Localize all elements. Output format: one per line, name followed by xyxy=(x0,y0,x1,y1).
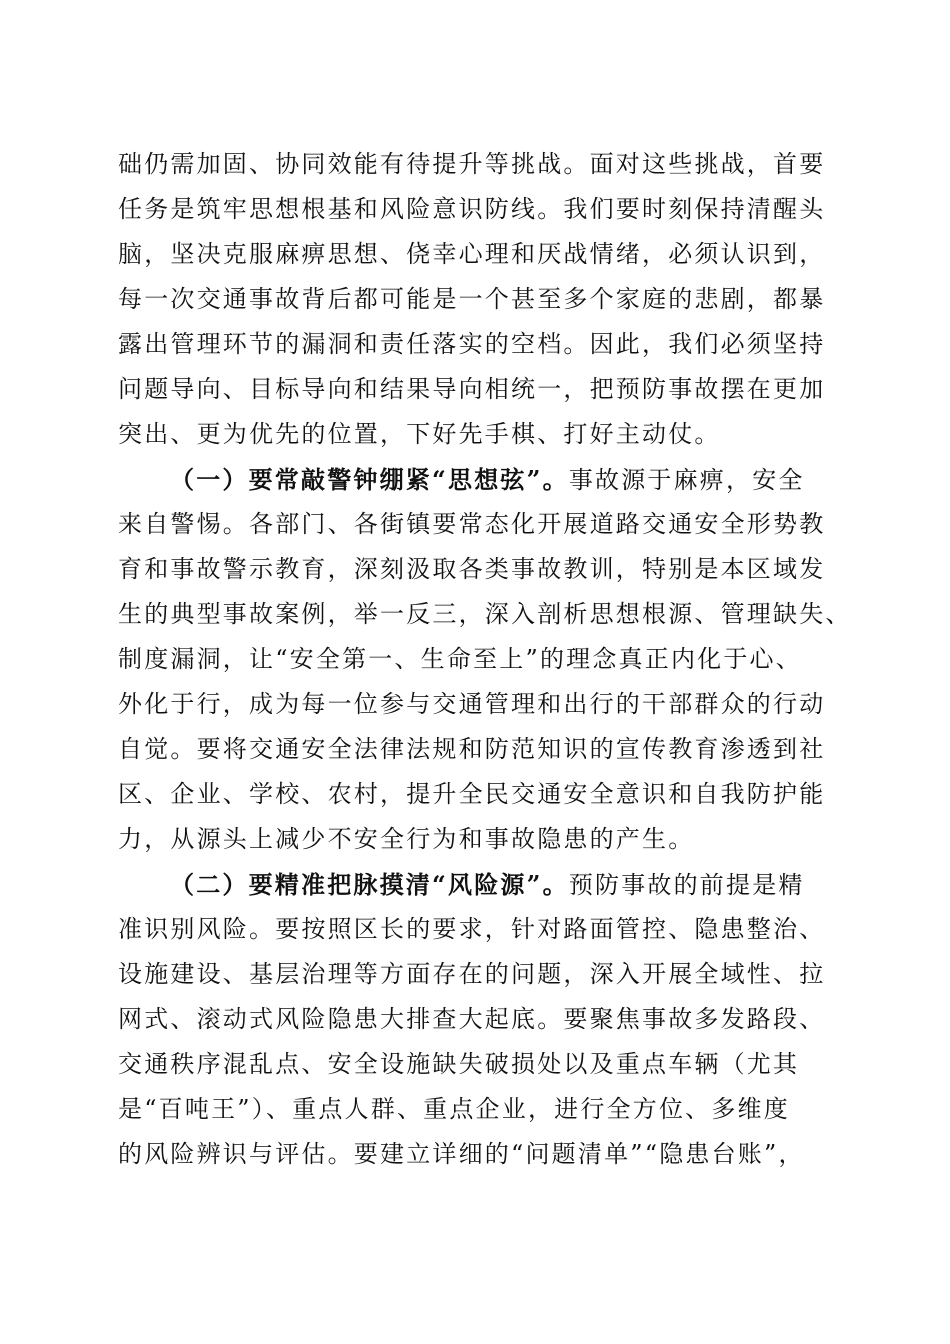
text-line: 自觉。要将交通安全法律法规和防范知识的宣传教育渗透到社 xyxy=(118,735,826,763)
text-line: 是“百吨王”）、重点人群、重点企业，进行全方位、多维度 xyxy=(118,1095,790,1123)
section-two-paragraph xyxy=(118,862,838,1177)
text-line: 问题导向、目标导向和结果导向相统一，把预防事故摆在更加 xyxy=(118,375,826,403)
text-line: 突出、更为优先的位置，下好先手棋、打好主动仗。 xyxy=(118,420,721,448)
text-line-first xyxy=(118,457,838,502)
section-one-paragraph xyxy=(118,457,852,862)
text-line: 设施建设、基层治理等方面存在的问题，深入开展全域性、拉 xyxy=(118,960,826,988)
text-line: 每一次交通事故背后都可能是一个甚至多个家庭的悲剧，都暴 xyxy=(118,285,826,313)
text-line: 准识别风险。要按照区长的要求，针对路面管控、隐患整治、 xyxy=(118,915,826,943)
text-line: 来自警惕。各部门、各街镇要常态化开展道路交通安全形势教 xyxy=(118,510,826,538)
text-line: 交通秩序混乱点、安全设施缺失破损处以及重点车辆（尤其 xyxy=(118,1050,800,1078)
text-line: 育和事故警示教育，深刻汲取各类事故教训，特别是本区域发 xyxy=(118,555,826,583)
paragraph-continuation xyxy=(118,142,838,457)
section-one-heading: （一）要常敲警钟绷紧“思想弦”。 xyxy=(170,465,569,494)
text-line: 外化于行，成为每一位参与交通管理和出行的干部群众的行动 xyxy=(118,690,826,718)
section-one-lead: 事故源于麻痹，安全 xyxy=(568,466,805,494)
text-line: 脑，坚决克服麻痹思想、侥幸心理和厌战情绪，必须认识到， xyxy=(118,240,826,268)
text-line: 力，从源头上减少不安全行为和事故隐患的产生。 xyxy=(118,825,695,853)
text-line: 任务是筑牢思想根基和风险意识防线。我们要时刻保持清醒头 xyxy=(118,195,826,223)
text-line: 的风险辨识与评估。要建立详细的“问题清单”“隐患台账”， xyxy=(118,1140,805,1168)
text-line: 区、企业、学校、农村，提升全民交通安全意识和自我防护能 xyxy=(118,780,826,808)
text-line-first xyxy=(118,862,838,907)
body-text xyxy=(118,142,852,1177)
section-two-lead: 预防事故的前提是精 xyxy=(568,871,805,899)
text-line: 础仍需加固、协同效能有待提升等挑战。面对这些挑战，首要 xyxy=(118,150,826,178)
text-line: 生的典型事故案例，举一反三，深入剖析思想根源、管理缺失、 xyxy=(118,600,852,628)
text-line: 网式、滚动式风险隐患大排查大起底。要聚焦事故多发路段、 xyxy=(118,1005,826,1033)
section-two-heading: （二）要精准把脉摸清“风险源”。 xyxy=(170,870,569,899)
text-line: 制度漏洞，让“安全第一、生命至上”的理念真正内化于心、 xyxy=(118,645,802,673)
text-line: 露出管理环节的漏洞和责任落实的空档。因此，我们必须坚持 xyxy=(118,330,826,358)
